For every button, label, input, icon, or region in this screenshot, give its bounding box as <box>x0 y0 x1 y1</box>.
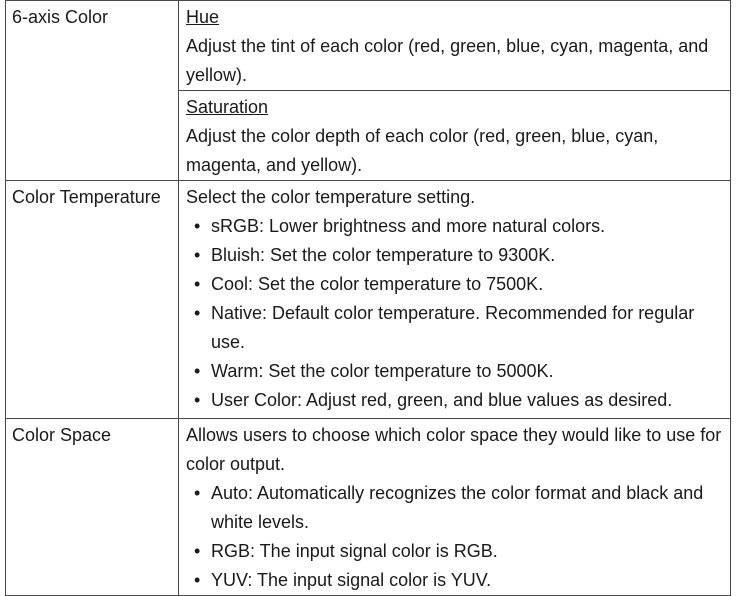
section-heading: Hue <box>186 7 220 27</box>
description-cell <box>179 419 731 596</box>
description-cell <box>179 181 731 419</box>
list-item: • Cool: Set the color temperature to 7500K. <box>194 270 724 299</box>
saturation-section <box>179 90 730 180</box>
hue-section <box>179 1 730 90</box>
table-row <box>6 1 731 181</box>
label-cell <box>6 1 179 181</box>
list-item: • YUV: The input signal color is YUV. <box>194 566 724 595</box>
label-cell <box>6 419 179 596</box>
setting-label: Color Space <box>12 425 112 445</box>
intro-text: Select the color temperature setting. <box>186 187 476 207</box>
list-item: • Auto: Automatically recognizes the color format and black and white levels. <box>194 479 724 537</box>
intro-text: Allows users to choose which color space they would like to use for color output. <box>186 425 722 474</box>
list-item: • User Color: Adjust red, green, and blue values as desired. <box>194 386 724 415</box>
section-heading: Saturation <box>186 97 269 117</box>
settings-table <box>5 0 731 596</box>
section-text: Adjust the tint of each color (red, green, blue, cyan, magenta, and yellow). <box>186 36 709 85</box>
bullet-list <box>186 212 724 415</box>
bullet-list <box>186 479 724 595</box>
setting-label: 6-axis Color <box>12 7 109 27</box>
section-text: Adjust the color depth of each color (red, green, blue, cyan, magenta, and yellow). <box>186 126 659 175</box>
description-body <box>179 181 730 415</box>
setting-label: Color Temperature <box>12 187 161 207</box>
list-item: • sRGB: Lower brightness and more natural colors. <box>194 212 724 241</box>
list-item: • RGB: The input signal color is RGB. <box>194 537 724 566</box>
description-body <box>179 419 730 595</box>
list-item: • Native: Default color temperature. Recommended for regular use. <box>194 299 724 357</box>
label-cell <box>6 181 179 419</box>
description-cell <box>179 1 731 181</box>
list-item: • Warm: Set the color temperature to 5000K. <box>194 357 724 386</box>
list-item: • Bluish: Set the color temperature to 9300K. <box>194 241 724 270</box>
table-row <box>6 419 731 596</box>
table-row <box>6 181 731 419</box>
